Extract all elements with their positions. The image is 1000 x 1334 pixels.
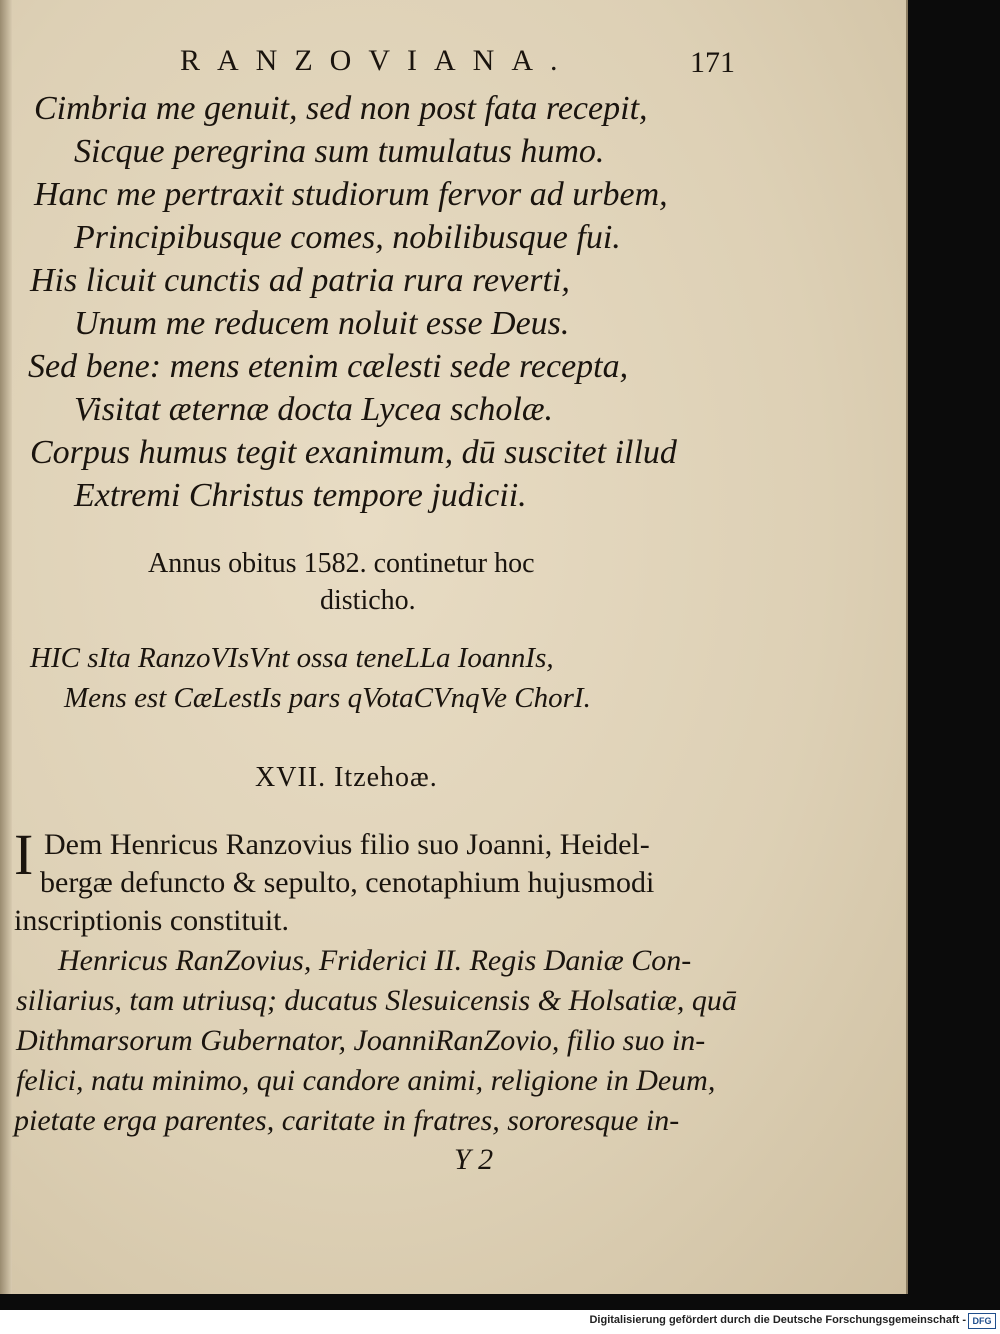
inscription-line: felici, natu minimo, qui candore animi, religione in Deum,: [16, 1064, 716, 1097]
dfg-logo: DFG: [968, 1313, 996, 1329]
verse-line: Visitat æternæ docta Lycea scholæ.: [74, 391, 554, 428]
digitization-footer: [0, 1310, 1000, 1334]
paragraph-line: bergæ defuncto & sepulto, cenotaphium hujusmodi: [40, 866, 655, 899]
inscription-line: Henricus RanZovius, Friderici II. Regis Daniæ Con-: [58, 944, 692, 977]
paragraph-line: Dem Henricus Ranzovius filio suo Joanni, Heidel-: [44, 828, 650, 861]
verse-line: Hanc me pertraxit studiorum fervor ad urbem,: [34, 176, 668, 213]
inscription-line: siliarius, tam utriusq; ducatus Slesuicensis & Holsatiæ, quā: [16, 984, 737, 1017]
distich-intro-line: disticho.: [320, 585, 416, 616]
section-heading: XVII. Itzehoæ.: [255, 762, 438, 793]
signature-mark: Y 2: [454, 1143, 494, 1176]
paragraph-line: inscriptionis constituit.: [14, 904, 289, 937]
page-gutter-shadow: [0, 0, 12, 1294]
verse-line: Sed bene: mens etenim cælesti sede recepta,: [28, 348, 629, 385]
chronogram-line: Mens est CæLestIs pars qVotaCVnqVe ChorI.: [64, 682, 591, 714]
page-header: [0, 44, 906, 84]
verse-line: Corpus humus tegit exanimum, dū suscitet illud: [30, 434, 677, 471]
verse-line: Cimbria me genuit, sed non post fata recepit,: [34, 90, 648, 127]
digitization-credit: Digitalisierung gefördert durch die Deutsche Forschungsgemeinschaft -: [589, 1314, 966, 1326]
verse-line: His licuit cunctis ad patria rura reverti,: [30, 262, 570, 299]
inscription-line: pietate erga parentes, caritate in fratres, sororesque in-: [14, 1104, 680, 1137]
verse-line: Principibusque comes, nobilibusque fui.: [74, 219, 621, 256]
chronogram-line: HIC sIta RanzoVIsVnt ossa teneLLa IoannIs,: [30, 642, 554, 674]
verse-line: Unum me reducem noluit esse Deus.: [74, 305, 570, 342]
verse-line: Extremi Christus tempore judicii.: [74, 477, 527, 514]
running-title: RANZOVIANA.: [180, 44, 575, 77]
drop-capital: I: [14, 822, 34, 887]
inscription-line: Dithmarsorum Gubernator, JoanniRanZovio, filio suo in-: [16, 1024, 706, 1057]
page-number: 171: [690, 46, 735, 79]
verse-line: Sicque peregrina sum tumulatus humo.: [74, 133, 605, 170]
distich-intro-line: Annus obitus 1582. continetur hoc: [148, 548, 535, 579]
